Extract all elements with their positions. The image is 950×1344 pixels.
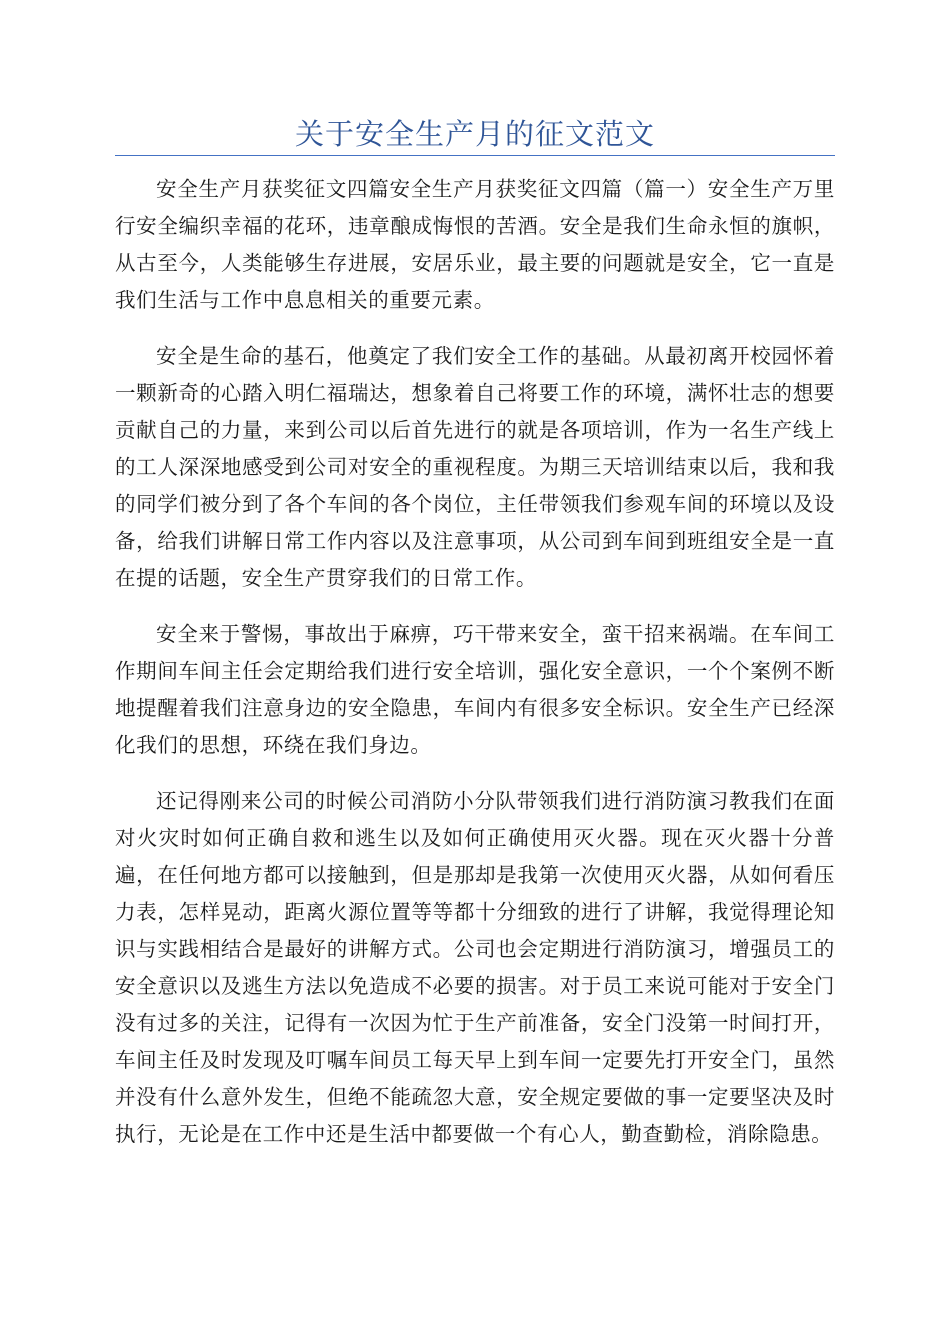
paragraph-1: 安全生产月获奖征文四篇安全生产月获奖征文四篇（篇一）安全生产万里行安全编织幸福的花环，违章酿成悔恨的苦酒。安全是我们生命永恒的旗帜，从古至今，人类能够生存进展，安居乐业，最主要的问题就是安全，它一直是我们生活与工作中息息相关的重要元素。 bbox=[115, 177, 835, 312]
paragraph-3: 安全来于警惕，事故出于麻痹，巧干带来安全，蛮干招来祸端。在车间工作期间车间主任会定期给我们进行安全培训，强化安全意识，一个个案例不断地提醒着我们注意身边的安全隐患，车间内有很多安全标识。安全生产已经深化我们的思想，环绕在我们身边。 bbox=[115, 622, 835, 757]
document-body bbox=[115, 171, 835, 1172]
paragraph-4: 还记得刚来公司的时候公司消防小分队带领我们进行消防演习教我们在面对火灾时如何正确自救和逃生以及如何正确使用灭火器。现在灭火器十分普遍，在任何地方都可以接触到，但是那却是我第一次使用灭火器，从如何看压力表，怎样晃动，距离火源位置等等都十分细致的进行了讲解，我觉得理论知识与实践相结合是最好的讲解方式。公司也会定期进行消防演习，增强员工的安全意识以及逃生方法以免造成不必要的损害。对于员工来说可能对于安全门没有过多的关注，记得有一次因为忙于生产前准备，安全门没第一时间打开，车间主任及时发现及叮嘱车间员工每天早上到车间一定要先打开安全门，虽然并没有什么意外发生，但绝不能疏忽大意，安全规定要做的事一定要坚决及时执行，无论是在工作中还是生活中都要做一个有心人，勤查勤检，消除隐患。 bbox=[115, 789, 835, 1146]
paragraph-2: 安全是生命的基石，他奠定了我们安全工作的基础。从最初离开校园怀着一颗新奇的心踏入明仁福瑞达，想象着自己将要工作的环境，满怀壮志的想要贡献自己的力量，来到公司以后首先进行的就是各项培训，作为一名生产线上的工人深深地感受到公司对安全的重视程度。为期三天培训结束以后，我和我的同学们被分到了各个车间的各个岗位，主任带领我们参观车间的环境以及设备，给我们讲解日常工作内容以及注意事项，从公司到车间到班组安全是一直在提的话题，安全生产贯穿我们的日常工作。 bbox=[115, 344, 835, 590]
title-underline bbox=[115, 155, 835, 156]
document-title: 关于安全生产月的征文范文 bbox=[294, 117, 655, 151]
